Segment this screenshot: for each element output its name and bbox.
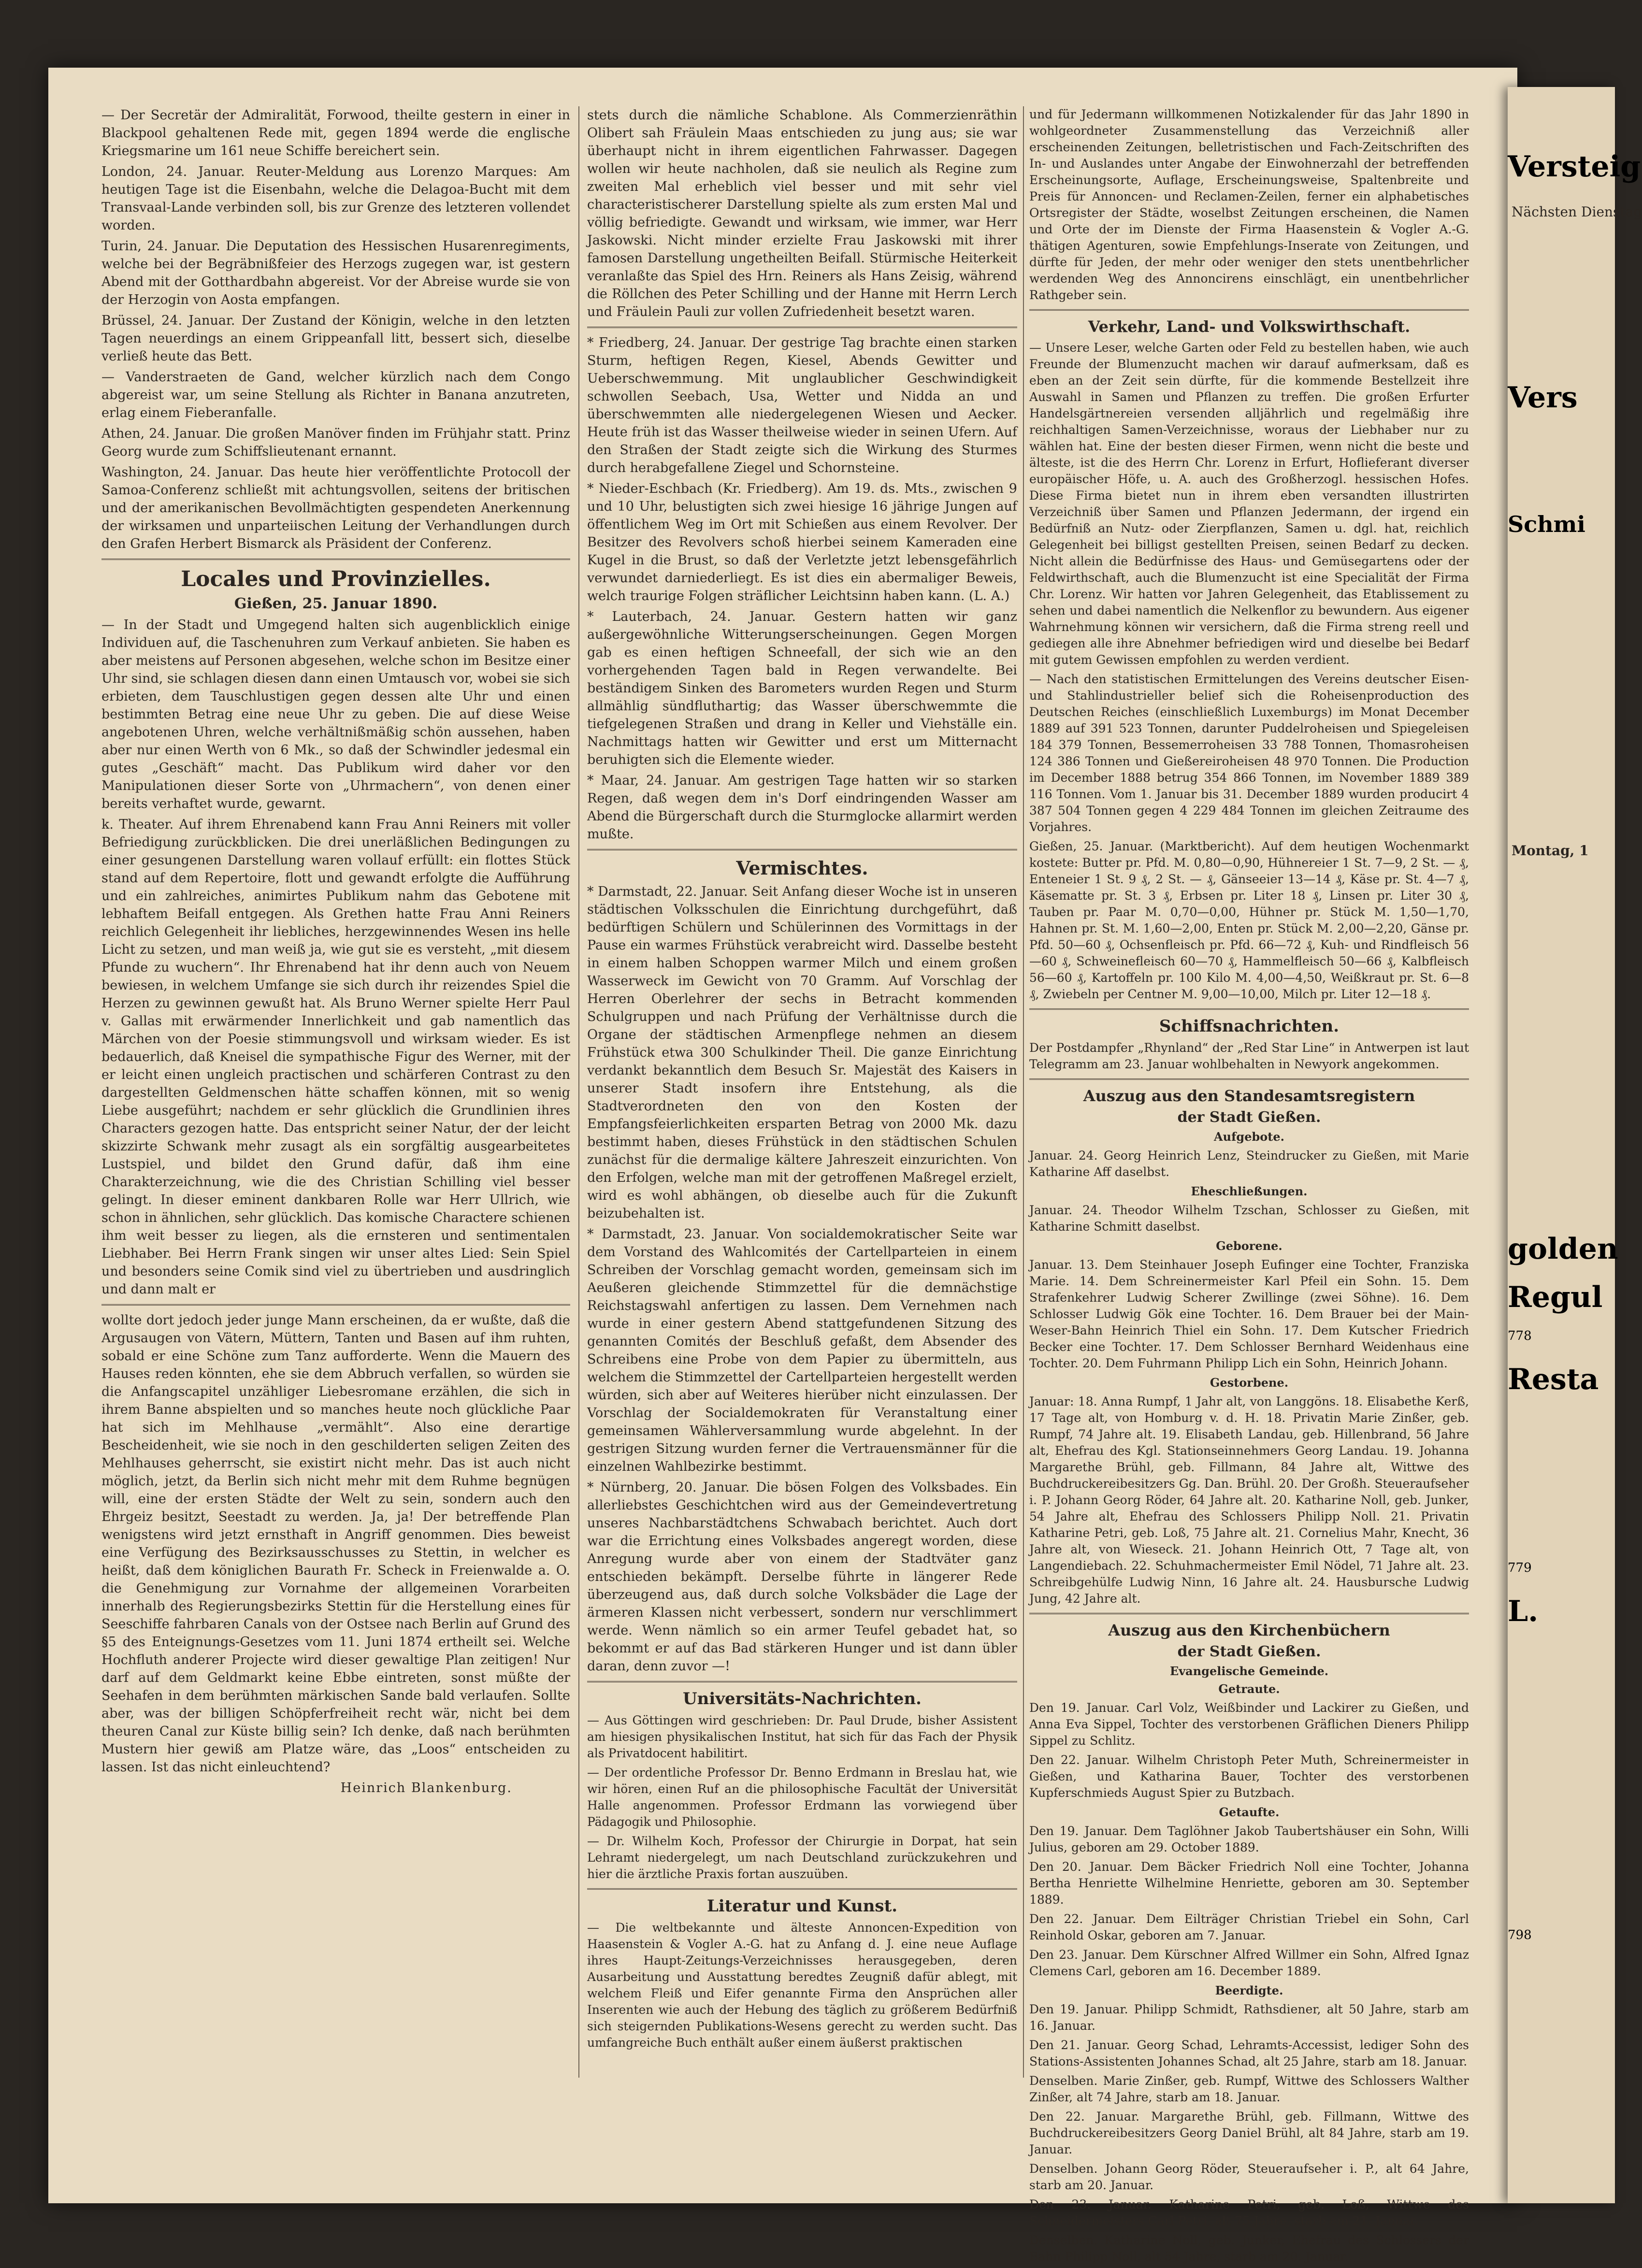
- article-paragraph: * Lauterbach, 24. Januar. Gestern hatten wir ganz außergewöhnliche Witterungserscheinungen. Gegen Morgen gab es einen heftigen Schneefall, der sich wie an den vorhergehenden Tagen bald in Regen verwandelte. Bei beständigem Sinken des Barometers wurden Regen und Sturm allmählig sündfluthartig; das Wasser überschwemmte die tiefgelegenen Straßen und drang in Keller und Viehställe ein. Nachmittags hatten wir Gewitter und erst um Mitternacht beruhigten sich die Elemente wieder.: [587, 609, 1017, 767]
- register-entry: Den 19. Januar. Dem Taglöhner Jakob Taubertshäuser ein Sohn, Willi Julius, geboren am 29. October 1889.: [1029, 1824, 1469, 1854]
- section-heading: Schiffsnachrichten.: [1159, 1017, 1340, 1036]
- article-paragraph: Athen, 24. Januar. Die großen Manöver finden im Frühjahr statt. Prinz Georg wurde zum Schiffslieutenant ernannt.: [101, 426, 570, 459]
- column-2: [587, 106, 1017, 2054]
- strip-heading: Schmi: [1508, 511, 1585, 537]
- register-entry: Den 19. Januar. Carl Volz, Weißbinder und Lackirer zu Gießen, und Anna Eva Sippel, Tochter des verstorbenen Gräflichen Dieners Philipp Sippel zu Schlitz.: [1029, 1701, 1469, 1748]
- section-subheading: der Stadt Gießen.: [1177, 1109, 1321, 1126]
- register-entry: Den 21. Januar. Georg Schad, Lehramts-Accessist, lediger Sohn des Stations-Assistenten Johannes Schad, alt 25 Jahre, starb am 18. Januar.: [1029, 2038, 1469, 2068]
- register-subheading: Evangelische Gemeinde.: [1169, 1664, 1329, 1678]
- article-paragraph: Washington, 24. Januar. Das heute hier veröffentlichte Protocoll der Samoa-Conferenz schließt mit achtungsvollen, seitens der britischen und der amerikanischen Bevollmächtigten gespendeten Anerkennung der wirksamen und unparteiischen Leitung der Verhandlungen durch den Grafen Herbert Bismarck als Präsident der Conferenz.: [101, 465, 570, 551]
- article-paragraph: wollte dort jedoch jeder junge Mann erscheinen, da er wußte, daß die Argusaugen von Vätern, Müttern, Tanten und Basen auf ihm ruhten, sobald er eine Schöne zum Tanz aufforderte. Wenn die Mauern des Hauses reden könnten, ehe sie dem Abbruch verfallen, so würden sie die Anfangscapitel unzähliger Liebesromane erzählen, die sich in ihrem Banne abspielten und so manches heute noch glückliche Paar hat sich im Mehlhause „vermählt“. Also eine derartige Bescheidenheit, wie sie noch in den geschilderten seligen Zeiten des Mehlhauses geherrscht, sie existirt nicht mehr. Das ist auch nicht möglich, jetzt, da Berlin sich nicht mehr mit dem Ruhme begnügen will, eine der ersten Städte der Welt zu sein, sondern auch den Ehrgeiz besitzt, Seestadt zu werden. Ja, ja! Der betreffende Plan wenigstens wird jetzt ernsthaft in Angriff genommen. Dies beweist eine Verfügung des Bezirksausschusses zu Stettin, in welcher es heißt, daß dem königlichen Baurath Fr. Scheck in Freienwalde a. O. die Genehmigung zur Vornahme der allgemeinen Vorarbeiten innerhalb des Regierungsbezirks Stettin für die Herstellung eines für Seeschiffe fahrbaren Canals von der Ostsee nach Berlin auf Grund des §5 des Enteignungs-Gesetzes vom 11. Juni 1874 ertheilt sei. Welche Hochfluth anderer Projecte wird dieser gewaltige Plan zeitigen! Nur darf auf dem Geldmarkt keine Ebbe eintreten, sonst müßte der Seehafen in dem berühmten märkischen Sande bald verlaufen. Sollte aber, was der billigen Schöpferfreiheit recht wär, nicht bei dem theuren Canal zur Küste billig sein? Ich denke, daß nach berühmten Mustern hier gewiß am Platze wäre, das „Loos“ entscheiden zu lassen. Ist das nicht einleuchtend?: [101, 1313, 570, 1775]
- section-rule: [587, 849, 1017, 850]
- register-entry: Januar. 24. Georg Heinrich Lenz, Steindrucker zu Gießen, mit Marie Katharine Aff daselbst.: [1029, 1148, 1469, 1179]
- section-heading: Locales und Provinzielles.: [181, 567, 491, 591]
- strip-heading: Versteig: [1508, 150, 1641, 184]
- article-paragraph: * Darmstadt, 22. Januar. Seit Anfang dieser Woche ist in unseren städtischen Volksschulen die Einrichtung durchgeführt, daß bedürftigen Schülern und Schülerinnen des Vormittags in der Pause ein warmes Frühstück verabreicht wird. Dasselbe besteht in einem halben Schoppen warmer Milch und einem großen Wasserweck im Gewicht von 70 Gramm. Auf Vorschlag der Herren Oberlehrer der sechs in Betracht kommenden Schulgruppen und nach Prüfung der Verhältnisse durch die Organe der städtischen Armenpflege nehmen an diesem Frühstück etwa 300 Schulkinder Theil. Die ganze Einrichtung verdankt bekanntlich dem Besuch Sr. Majestät des Kaisers in unserer Stadt insofern ihre Entstehung, als die Stadtverordneten den von den Kosten der Empfangsfeierlichkeiten ersparten Betrag von 2000 Mk. dazu bestimmt haben, dieses Frühstück in den städtischen Schulen zunächst für die dermalige kältere Jahreszeit einzurichten. Von den Erfolgen, welche man mit der getroffenen Maßregel erzielt, wird es wohl abhängen, ob dieselbe auch für die Zukunft beizubehalten ist.: [587, 884, 1017, 1221]
- section-rule: [587, 1888, 1017, 1890]
- section-rule: [101, 1304, 570, 1306]
- register-entry: Den 23. Januar. Dem Kürschner Alfred Willmer ein Sohn, Alfred Ignaz Clemens Carl, geboren am 16. December 1889.: [1029, 1948, 1469, 1978]
- article-paragraph: — Die weltbekannte und älteste Annoncen-Expedition von Haasenstein & Vogler A.-G. hat zu Anfang d. J. eine neue Auflage ihres Haupt-Zeitungs-Verzeichnisses herausgegeben, deren Ausarbeitung und Ausstattung beredtes Zeugniß dafür ablegt, mit welchem Fleiß und Eifer genannte Firma den Ansprüchen aller Inserenten wie auch der Hebung des täglich zu größerem Bedürfniß sich steigernden Publikations-Wesens gerecht zu werden sucht. Das umfangreiche Buch enthält außer einem äußerst praktischen: [587, 1921, 1017, 2050]
- section-rule: [587, 327, 1017, 328]
- strip-heading: Resta: [1508, 1363, 1599, 1396]
- section-heading: Auszug aus den Kirchenbüchern: [1108, 1621, 1390, 1639]
- section-rule: [1029, 1613, 1469, 1614]
- column-3: [1029, 106, 1469, 2268]
- article-paragraph: Brüssel, 24. Januar. Der Zustand der Königin, welche in den letzten Tagen neuerdings an einem Grippeanfall litt, bessert sich, dieselbe verließ heute das Bett.: [101, 313, 570, 364]
- article-paragraph: Der Postdampfer „Rhynland“ der „Red Star Line“ in Antwerpen ist laut Telegramm am 23. Januar wohlbehalten in Newyork angekommen.: [1029, 1041, 1469, 1071]
- dateline: Gießen, 25. Januar 1890.: [234, 595, 438, 612]
- article-paragraph: — Der Secretär der Admiralität, Forwood, theilte gestern in einer in Blackpool gehaltenen Rede mit, gegen 1894 werde die englische Kriegsmarine um 161 neue Schiffe bereichert sein.: [101, 108, 570, 158]
- article-paragraph: — Der ordentliche Professor Dr. Benno Erdmann in Breslau hat, wie wir hören, einen Ruf an die philosophische Facultät der Universität Halle angenommen. Professor Erdmann las vorwiegend über Pädagogik und Philosophie.: [587, 1766, 1017, 1829]
- register-subheading: Getraute.: [1218, 1682, 1280, 1696]
- article-paragraph: * Darmstadt, 23. Januar. Von socialdemokratischer Seite war dem Vorstand des Wahlcomités der Cartellparteien in einem Schreiben der Vorschlag gemacht worden, gemeinsam sich im Aeußeren gleichende Stimmzettel für die demnächstige Reichstagswahl anfertigen zu lassen. Dem Vernehmen nach wurde in einer gestern Abend stattgefundenen Sitzung des genannten Comités der Beschluß gefaßt, dem Absender des Schreibens eine Probe von dem Papier zu übermitteln, aus welchem die Stimmzettel der Cartellparteien hergestellt werden würden, sich aber auf Weiteres hierüber nicht einzulassen. Der Vorschlag der Socialdemokraten für Veranstaltung einer gemeinsamen Wählerversammlung wurde abgelehnt. In der gestrigen Sitzung wurden ferner die Vertrauensmänner für die einzelnen Wahlbezirke bestimmt.: [587, 1227, 1017, 1474]
- column-divider: [578, 106, 579, 2078]
- register-subheading: Eheschließungen.: [1191, 1184, 1308, 1198]
- strip-text: Nächsten Dienstag: [1512, 204, 1642, 220]
- register-entry: Januar: 18. Anna Rumpf, 1 Jahr alt, von Langgöns. 18. Elisabethe Kerß, 17 Tage alt, von Homburg v. d. H. 18. Privatin Marie Zinßer, geb. Rumpf, 74 Jahre alt. 19. Elisabeth Landau, geb. Hillenbrand, 56 Jahre alt, Ehefrau des Kgl. Stationseinnehmers Georg Landau. 19. Johanna Margarethe Brühl, geb. Fillmann, 84 Jahre alt, Wittwe des Buchdruckereibesitzers Gg. Dan. Brühl. 20. Der Großh. Steueraufseher i. P. Johann Georg Röder, 64 Jahre alt. 20. Katharine Noll, geb. Junker, 54 Jahre alt, Ehefrau des Schlossers Philipp Noll. 21. Privatin Katharine Petri, geb. Loß, 75 Jahre alt. 21. Cornelius Mahr, Knecht, 36 Jahre alt, von Wieseck. 21. Johann Heinrich Ott, 7 Tage alt, von Langendiebach. 22. Schuhmachermeister Emil Nödel, 71 Jahre alt. 23. Schreibgehülfe Ludwig Ninn, 16 Jahre alt. 24. Hausbursche Ludwig Jung, 42 Jahre alt.: [1029, 1394, 1469, 1606]
- article-paragraph: k. Theater. Auf ihrem Ehrenabend kann Frau Anni Reiners mit voller Befriedigung zurückblicken. Die drei unerläßlichen Bedingungen zu einer gesungenen Darstellung waren vollauf erfüllt: ein flottes Stück stand auf dem Repertoire, flott und gewandt erfolgte die Aufführung und ein zahlreiches, animirtes Publikum nahm das Gebotene mit lebhaftem Beifall entgegen. Als Grethen hatte Frau Anni Reiners reichlich Gelegenheit ihr liebliches, herzgewinnendes Wesen ins helle Licht zu setzen, und man weiß ja, wie gut sie es versteht, „mit diesem Pfunde zu wuchern“. Ihr Ehrenabend hat ihr denn auch von Neuem bewiesen, in welchem Umfange sie sich durch ihr reizendes Spiel die Herzen zu gewinnen gewußt hat. Als Bruno Werner spielte Herr Paul v. Gallas mit erwärmender Innerlichkeit und gab namentlich das Märchen von der Poesie stimmungsvoll und wirksam wieder. Es ist bedauerlich, daß Kneisel die sympathische Figur des Werner, mit der er leicht einen ungleich practischen und schärferen Contrast zu den dargestellten Geldmenschen hätte schaffen können, mit so wenig Liebe ausgeführt; nachdem er sehr glücklich die Grundlinien ihres Characters gezogen hatte. Das entspricht seiner Natur, der der leicht skizzirte Schwank mehr zusagt als ein sorgfältig ausgearbeitetes Lustspiel, und bildet den Grund dafür, daß ihm eine Charakterzeichnung, wie die des Christian Schilling viel besser gelingt. In dieser eminent dankbaren Rolle war Herr Ullrich, wie schon in ähnlichen, sehr glücklich. Das komische Charactere schienen ihm weit besser zu liegen, als die ernsteren und sentimentalen Liebhaber. Bei Herrn Frank singen wir unser altes Lied: Sein Spiel und besonders seine Comik sind viel zu übertrieben und ausdringlich und dann malt er: [101, 817, 570, 1297]
- strip-heading: Vers: [1508, 381, 1578, 415]
- article-paragraph: und für Jedermann willkommenen Notizkalender für das Jahr 1890 in wohlgeordneter Zusammenstellung das Verzeichniß aller erscheinenden Zeitungen, belletristischen und Fach-Zeitschriften des In- und Auslandes unter Angabe der Einwohnerzahl der betreffenden Erscheinungsorte, Auflage, Erscheinungsweise, Spaltenbreite und Preis für Annoncen- und Reclamen-Zeilen, ferner ein alphabetisches Ortsregister der Städte, woselbst Zeitungen erscheinen, die Namen und Orte der im Dienste der Firma Haasenstein & Vogler A.-G. thätigen Agenturen, sowie Empfehlungs-Inserate von Zeitungen, und dürfte für Jeden, der mehr oder weniger den stets unentbehrlicher werdenden Weg des Annoncirens einschlägt, ein unentbehrlicher Rathgeber sein.: [1029, 107, 1469, 302]
- article-paragraph: — In der Stadt und Umgegend halten sich augenblicklich einige Individuen auf, die Taschenuhren zum Verkauf anbieten. Sie haben es aber meistens auf Personen abgesehen, welche schon im Besitze einer Uhr sind, sie schlagen diesen dann einen Umtausch vor, wobei sie sich erbieten, dem Tauschlustigen gegen dessen alte Uhr und einen bestimmten Betrag eine neue Uhr zu geben. Die auf diese Weise angebotenen Uhren, welche verhältnißmäßig schön aussehen, haben aber nur einen Werth von 6 Mk., so daß der Schwindler jedesmal ein gutes „Geschäft“ macht. Das Publikum wird daher vor den Manipulationen dieser Sorte von „Uhrmachern“, von denen einer bereits verhaftet wurde, gewarnt.: [101, 617, 570, 811]
- article-paragraph: Turin, 24. Januar. Die Deputation des Hessischen Husarenregiments, welche bei der Begräbnißfeier des Herzogs zugegen war, ist gestern Abend mit der Gotthardbahn abgereist. Vor der Abreise wurde sie von der Herzogin von Aosta empfangen.: [101, 239, 570, 307]
- article-paragraph: * Nieder-Eschbach (Kr. Friedberg). Am 19. ds. Mts., zwischen 9 und 10 Uhr, belustigten sich zwei hiesige 16 jährige Jungen auf öffentlichem Weg im Ort mit Schießen aus einem Revolver. Der Besitzer des Revolvers schoß hierbei seinem Kameraden eine Kugel in die Brust, so daß der Verletzte jetzt lebensgefährlich verwundet darniederliegt. Es ist dies ein abermaliger Beweis, welch traurige Folgen sträflicher Leichtsinn haben kann. (L. A.): [587, 481, 1017, 603]
- article-paragraph: * Maar, 24. Januar. Am gestrigen Tage hatten wir so starken Regen, daß wegen dem in's Dorf eindringenden Wasser am Abend die Bürgerschaft durch die Sturmglocke allarmirt werden mußte.: [587, 773, 1017, 842]
- strip-number: 778: [1508, 1329, 1532, 1343]
- section-heading: Verkehr, Land- und Volkswirthschaft.: [1088, 317, 1411, 336]
- section-rule: [587, 1681, 1017, 1682]
- register-entry: Denselben. Katharine Noll, geb. Junker, Ehefrau des Schlossers der Bahn Philipp Noll, alt 54 Jahre, starb am 20. Januar.: [1029, 2233, 1469, 2264]
- register-entry: Den 22. Januar. Dem Eilträger Christian Triebel ein Sohn, Carl Reinhold Oskar, geboren am 7. Januar.: [1029, 1912, 1469, 1942]
- register-subheading: Gestorbene.: [1210, 1376, 1289, 1390]
- article-paragraph: — Dr. Wilhelm Koch, Professor der Chirurgie in Dorpat, hat sein Lehramt niedergelegt, um nach Deutschland zurückzukehren und hier die ärztliche Praxis fortan auszuüben.: [587, 1834, 1017, 1881]
- register-subheading: Beerdigte.: [1215, 1983, 1283, 1997]
- register-subheading: Aufgebote.: [1214, 1130, 1284, 1144]
- strip-text: Montag, 1: [1512, 843, 1589, 859]
- section-heading: Auszug aus den Standesamtsregistern: [1083, 1087, 1415, 1105]
- register-subheading: Geborene.: [1216, 1239, 1282, 1253]
- register-entry: Den 20. Januar. Dem Bäcker Friedrich Noll eine Tochter, Johanna Bertha Henriette Wilhelmine Henriette, geboren am 30. September 1889.: [1029, 1860, 1469, 1907]
- market-report: Gießen, 25. Januar. (Marktbericht). Auf dem heutigen Wochenmarkt kostete: Butter pr. Pfd. M. 0,80—0,90, Hühnereier 1 St. 7—9, 2 St. — ₰, Enteneier 1 St. 9 ₰, 2 St. — ₰, Gänseeier 13—14 ₰, Käse pr. St. 4—7 ₰, Käsematte pr. St. 3 ₰, Erbsen pr. Liter 18 ₰, Linsen pr. Liter 30 ₰, Tauben pr. Paar M. 0,70—0,00, Hühner pr. Stück M. 1,50—1,70, Hahnen pr. St. M. 1,60—2,00, Enten pr. Stück M. 2,00—2,20, Gänse pr. Pfd. 50—60 ₰, Ochsenfleisch pr. Pfd. 66—72 ₰, Kuh- und Rindfleisch 56—60 ₰, Schweinefleisch 60—70 ₰, Hammelfleisch 50—66 ₰, Kalbfleisch 56—60 ₰, Kartoffeln pr. 100 Kilo M. 4,00—4,50, Weißkraut pr. St. 6—8 ₰, Zwiebeln per Centner M. 9,00—10,00, Milch pr. Liter 12—18 ₰.: [1029, 839, 1469, 1001]
- article-paragraph: — Unsere Leser, welche Garten oder Feld zu bestellen haben, wie auch Freunde der Blumenzucht machen wir darauf aufmerksam, daß es eben an der Zeit sein dürfte, für die kommende Bestellzeit ihre Auswahl in Samen und Pflanzen zu treffen. Die großen Erfurter Handelsgärtnereien versenden alljährlich und regelmäßig ihre reichhaltigen Samen-Verzeichnisse, woraus der Liebhaber nur zu wählen hat. Eine der besten dieser Firmen, wenn nicht die beste und älteste, ist die des Herrn Chr. Lorenz in Erfurt, Hoflieferant diverser europäischer Höfe, u. A. auch des Großherzogl. hessischen Hofes. Diese Firma bietet nun in ihrem eben versandten illustrirten Verzeichniß über Samen und Pflanzen Jedermann, der irgend ein Bedürfniß an Nutz- oder Zierpflanzen, Samen u. dgl. hat, reichlich Gelegenheit bei billigst gestellten Preisen, seinen Bedarf zu decken. Nicht allein die Bedürfnisse des Haus- und Gemüsegartens oder der Feldwirthschaft, auch die Blumenzucht ist eine Specialität der Firma Chr. Lorenz. Wir hatten vor Jahren Gelegenheit, das Etablissement zu sehen und dabei namentlich die Nelkenflor zu bewundern. Aus eigener Wahrnehmung können wir versichern, daß die Firma streng reell und gediegen alle ihre Abnehmer befriedigen wird und dieselbe bei Bedarf mit gutem Gewissen empfohlen zu werden verdient.: [1029, 341, 1469, 667]
- strip-number: 779: [1508, 1561, 1532, 1575]
- strip-heading: golden: [1508, 1232, 1618, 1266]
- article-paragraph: London, 24. Januar. Reuter-Meldung aus Lorenzo Marques: Am heutigen Tage ist die Eisenbahn, welche die Delagoa-Bucht mit dem Transvaal-Lande verbinden soll, bis zur Grenze des letzteren vollendet worden.: [101, 164, 570, 233]
- section-rule: [101, 559, 570, 560]
- article-paragraph: * Nürnberg, 20. Januar. Die bösen Folgen des Volksbades. Ein allerliebstes Geschichtchen wird aus der Gemeindevertretung unseres Nachbarstädtchens Schwabach berichtet. Auch dort war die Errichtung eines Volksbades angeregt worden, diese Anregung wurde aber von einem der Stadtväter ganz entschieden bekämpft. Derselbe führte in längerer Rede überzeugend aus, daß durch solche Volksbäder die Lage der ärmeren Klassen nicht verbessert, sondern nur verschlimmert werde. Wenn nämlich so ein armer Teufel gebadet hat, so bekommt er auf das Bad stärkeren Hunger und ist dann übler daran, denn zuvor —!: [587, 1480, 1017, 1674]
- section-rule: [1029, 309, 1469, 311]
- article-paragraph: — Vanderstraeten de Gand, welcher kürzlich nach dem Congo abgereist war, um seine Stellung als Richter in Banana anzutreten, erlag einem Fieberanfalle.: [101, 370, 570, 420]
- section-rule: [1029, 1078, 1469, 1080]
- register-entry: Den 22. Januar. Wilhelm Christoph Peter Muth, Schreinermeister in Gießen, und Katharina Bauer, Tochter des verstorbenen Kupferschmieds August Spier zu Butzbach.: [1029, 1753, 1469, 1800]
- column-divider: [1023, 106, 1024, 2078]
- article-paragraph: — Aus Göttingen wird geschrieben: Dr. Paul Drude, bisher Assistent am hiesigen physikalischen Institut, hat sich für das Fach der Physik als Privatdocent habilitirt.: [587, 1713, 1017, 1760]
- register-entry: Den 22. Januar. Margarethe Brühl, geb. Fillmann, Wittwe des Buchdruckereibesitzers Georg Daniel Brühl, alt 84 Jahre, starb am 19. Januar.: [1029, 2110, 1469, 2156]
- strip-heading: L.: [1508, 1594, 1539, 1628]
- strip-number: 798: [1508, 1928, 1532, 1942]
- register-entry: Denselben. Johann Georg Röder, Steueraufseher i. P., alt 64 Jahre, starb am 20. Januar.: [1029, 2162, 1469, 2192]
- register-entry: Januar. 24. Theodor Wilhelm Tzschan, Schlosser zu Gießen, mit Katharine Schmitt daselbst.: [1029, 1203, 1469, 1234]
- adjacent-page-strip: [1508, 87, 1642, 2203]
- register-entry: Januar. 13. Dem Steinhauer Joseph Eufinger eine Tochter, Franziska Marie. 14. Dem Schreinermeister Karl Pfeil ein Sohn. 15. Dem Strafenkehrer Ludwig Scherer Zwillinge (zwei Söhne). 16. Dem Schlosser Ludwig Gök eine Tochter. 16. Dem Brauer bei der Main-Weser-Bahn Heinrich Thiel ein Sohn. 17. Dem Kutscher Friedrich Becker eine Tochter. 17. Dem Schlosser Bernhard Weidenhaus eine Tochter. 20. Dem Fuhrmann Philipp Lich ein Sohn, Heinrich Johann.: [1029, 1258, 1469, 1370]
- article-paragraph: stets durch die nämliche Schablone. Als Commerzienräthin Olibert sah Fräulein Maas entschieden zu jung aus; sie war überhaupt nicht in ihrem eigentlichen Fahrwasser. Dagegen wollen wir heute nachholen, daß sie neulich als Regine zum zweiten Mal erheblich viel besser und mit sehr viel characteristischerer Darstellung spielte als zum ersten Mal und völlig befriedigte. Gewandt und wirksam, wie immer, war Herr Jaskowski. Nicht minder erzielte Frau Jaskowski mit ihrer famosen Darstellung ungetheilten Beifall. Stürmische Heiterkeit veranlaßte das Spiel des Hrn. Reiners als Hans Zeisig, während die Röllchen des Peter Schilling und der Hanne mit Herrn Lerch und Fräulein Pauli zur vollen Zufriedenheit besetzt waren.: [587, 108, 1017, 319]
- column-1: [101, 106, 570, 1800]
- register-entry: Den 19. Januar. Philipp Schmidt, Rathsdiener, alt 50 Jahre, starb am 16. Januar.: [1029, 2002, 1469, 2033]
- section-heading: Vermischtes.: [736, 857, 868, 879]
- section-heading: Universitäts-Nachrichten.: [682, 1689, 922, 1708]
- article-paragraph: * Friedberg, 24. Januar. Der gestrige Tag brachte einen starken Sturm, heftigen Regen, Kiesel, Abends Gewitter und Ueberschwemmung. Mit unglaublicher Geschwindigkeit schwollen Seebach, Usa, Wetter und Nidda an und überschwemmten alle niedergelegenen Wiesen und Aecker. Heute früh ist das Wasser theilweise wieder in seinen Ufern. Auf den Straßen der Stadt zeigte sich die Wirkung des Sturmes durch herabgefallene Ziegel und Schornsteine.: [587, 335, 1017, 475]
- section-heading: Literatur und Kunst.: [706, 1896, 898, 1916]
- register-entry: Denselben. Marie Zinßer, geb. Rumpf, Wittwe des Schlossers Walther Zinßer, alt 74 Jahre, starb am 18. Januar.: [1029, 2074, 1469, 2104]
- section-subheading: der Stadt Gießen.: [1177, 1643, 1321, 1660]
- article-paragraph: — Nach den statistischen Ermittelungen des Vereins deutscher Eisen- und Stahlindustrieller belief sich die Roheisenproduction des Deutschen Reiches (einschließlich Luxemburgs) im Monat December 1889 auf 391 523 Tonnen, darunter Puddelroheisen und Spiegeleisen 184 379 Tonnen, Bessemerroheisen 33 788 Tonnen, Thomasroheisen 124 386 Tonnen und Gießereiroheisen 48 970 Tonnen. Die Production im December 1888 betrug 354 866 Tonnen, im November 1889 389 116 Tonnen. Vom 1. Januar bis 31. December 1889 wurden producirt 4 387 504 Tonnen gegen 4 229 484 Tonnen im gleichen Zeitraume des Vorjahres.: [1029, 672, 1469, 834]
- signature: Heinrich Blankenburg.: [340, 1780, 512, 1795]
- section-rule: [1029, 1008, 1469, 1010]
- register-subheading: Getaufte.: [1219, 1805, 1280, 1819]
- strip-heading: Regul: [1508, 1280, 1603, 1314]
- register-entry: Den 23. Januar. Katharine Petri, geb. Loß, Wittwe des Schneidermeisters Carl Petri, alt 75 Jahre, starb am 21. Januar.: [1029, 2197, 1469, 2228]
